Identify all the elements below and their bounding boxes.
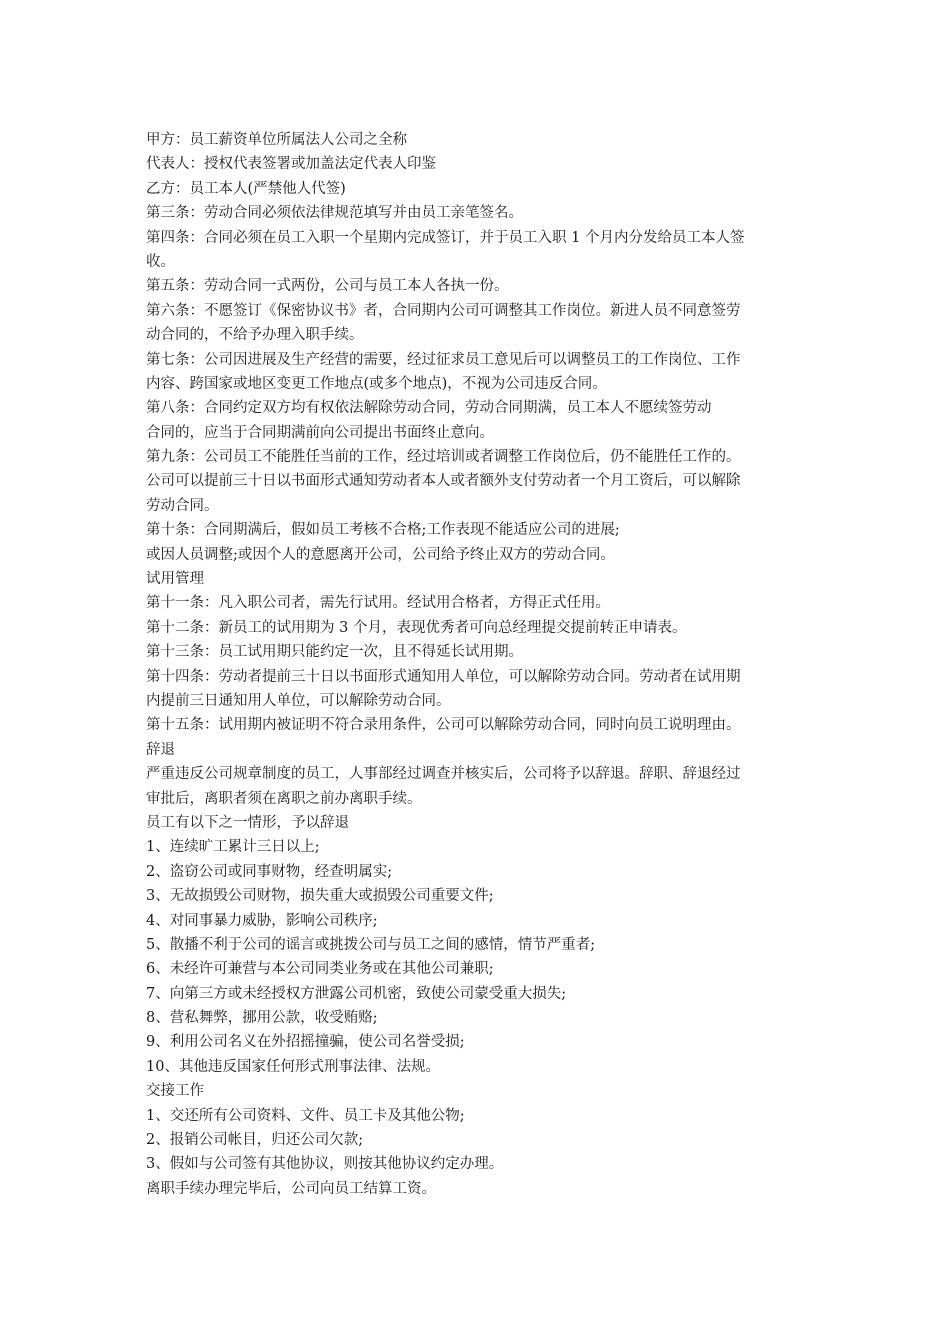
document-line: 第十二条：新员工的试用期为 3 个月，表现优秀者可向总经理提交提前转正申请表。 [146, 619, 687, 636]
document-line: 员工有以下之一情形，予以辞退 [146, 814, 349, 831]
document-line: 1、交还所有公司资料、文件、员工卡及其他公物; [146, 1107, 465, 1124]
document-line: 乙方：员工本人(严禁他人代签) [146, 180, 346, 197]
document-line: 或因人员调整;或因个人的意愿离开公司，公司给予终止双方的劳动合同。 [146, 546, 615, 563]
document-line: 交接工作 [146, 1083, 204, 1100]
document-line: 2、报销公司帐目，归还公司欠款; [146, 1132, 364, 1149]
document-line: 合同的，应当于合同期满前向公司提出书面终止意向。 [146, 424, 494, 441]
document-line: 1、连续旷工累计三日以上; [146, 839, 320, 856]
document-line: 动合同的，不给予办理入职手续。 [146, 327, 364, 344]
document-line: 第八条：合同约定双方均有权依法解除劳动合同，劳动合同期满，员工本人不愿续签劳动 [146, 400, 712, 417]
document-line: 第十三条：员工试用期只能约定一次，且不得延长试用期。 [146, 644, 523, 661]
document-line: 劳动合同。 [146, 497, 219, 514]
document-line: 内容、跨国家或地区变更工作地点(或多个地点)，不视为公司违反合同。 [146, 375, 607, 392]
document-line: 甲方：员工薪资单位所属法人公司之全称 [146, 132, 407, 148]
document-line: 4、对同事暴力威胁，影响公司秩序; [146, 912, 378, 929]
document-line: 审批后，离职者须在离职之前办离职手续。 [146, 790, 422, 807]
document-line: 第四条：合同必须在员工入职一个星期内完成签订，并于员工入职 1 个月内分发给员工本人签 [146, 229, 745, 246]
document-line: 第十条：合同期满后，假如员工考核不合格;工作表现不能适应公司的进展; [146, 522, 620, 539]
document-line: 6、未经许可兼营与本公司同类业务或在其他公司兼职; [146, 961, 494, 978]
document-line: 7、向第三方或未经授权方泄露公司机密，致使公司蒙受重大损失; [146, 985, 567, 1002]
document-line: 第三条：劳动合同必须依法律规范填写并由员工亲笔签名。 [146, 205, 523, 222]
document-line: 代表人：授权代表签署或加盖法定代表人印鉴 [146, 156, 436, 173]
document-line: 8、营私舞弊，挪用公款，收受贿赂; [146, 1010, 378, 1027]
document-line: 第九条：公司员工不能胜任当前的工作，经过培训或者调整工作岗位后，仍不能胜任工作的。 [146, 449, 741, 466]
document-line: 公司可以提前三十日以书面形式通知劳动者本人或者额外支付劳动者一个月工资后，可以解除 [146, 473, 741, 490]
document-line: 10、其他违反国家任何形式刑事法律、法规。 [146, 1058, 440, 1075]
document-line: 辞退 [146, 741, 175, 758]
document-line: 离职手续办理完毕后，公司向员工结算工资。 [146, 1180, 436, 1197]
document-line: 2、盗窃公司或同事财物，经查明属实; [146, 863, 393, 880]
document-body [146, 128, 806, 1201]
document-line: 3、无故损毁公司财物，损失重大或损毁公司重要文件; [146, 888, 494, 905]
document-line: 内提前三日通知用人单位，可以解除劳动合同。 [146, 692, 451, 709]
document-line: 试用管理 [146, 571, 204, 588]
document-line: 3、假如与公司签有其他协议，则按其他协议约定办理。 [146, 1156, 504, 1173]
document-line: 第五条：劳动合同一式两份，公司与员工本人各执一份。 [146, 278, 509, 295]
document-line: 9、利用公司名义在外招摇撞骗，使公司名誉受损; [146, 1034, 465, 1051]
document-line: 第六条：不愿签订《保密协议书》者，合同期内公司可调整其工作岗位。新进人员不同意签劳 [146, 302, 741, 319]
document-line: 5、散播不利于公司的谣言或挑拨公司与员工之间的感情，情节严重者; [146, 936, 596, 953]
document-line: 第十五条：试用期内被证明不符合录用条件，公司可以解除劳动合同，同时向员工说明理由。 [146, 717, 741, 734]
document-line: 第七条：公司因进展及生产经营的需要，经过征求员工意见后可以调整员工的工作岗位、工作 [146, 351, 741, 368]
document-line: 严重违反公司规章制度的员工，人事部经过调查并核实后，公司将予以辞退。辞职、辞退经过 [146, 766, 741, 783]
document-line: 第十四条：劳动者提前三十日以书面形式通知用人单位，可以解除劳动合同。劳动者在试用期 [146, 668, 741, 685]
document-line: 收。 [146, 253, 175, 270]
document-line: 第十一条：凡入职公司者，需先行试用。经试用合格者，方得正式任用。 [146, 595, 610, 612]
